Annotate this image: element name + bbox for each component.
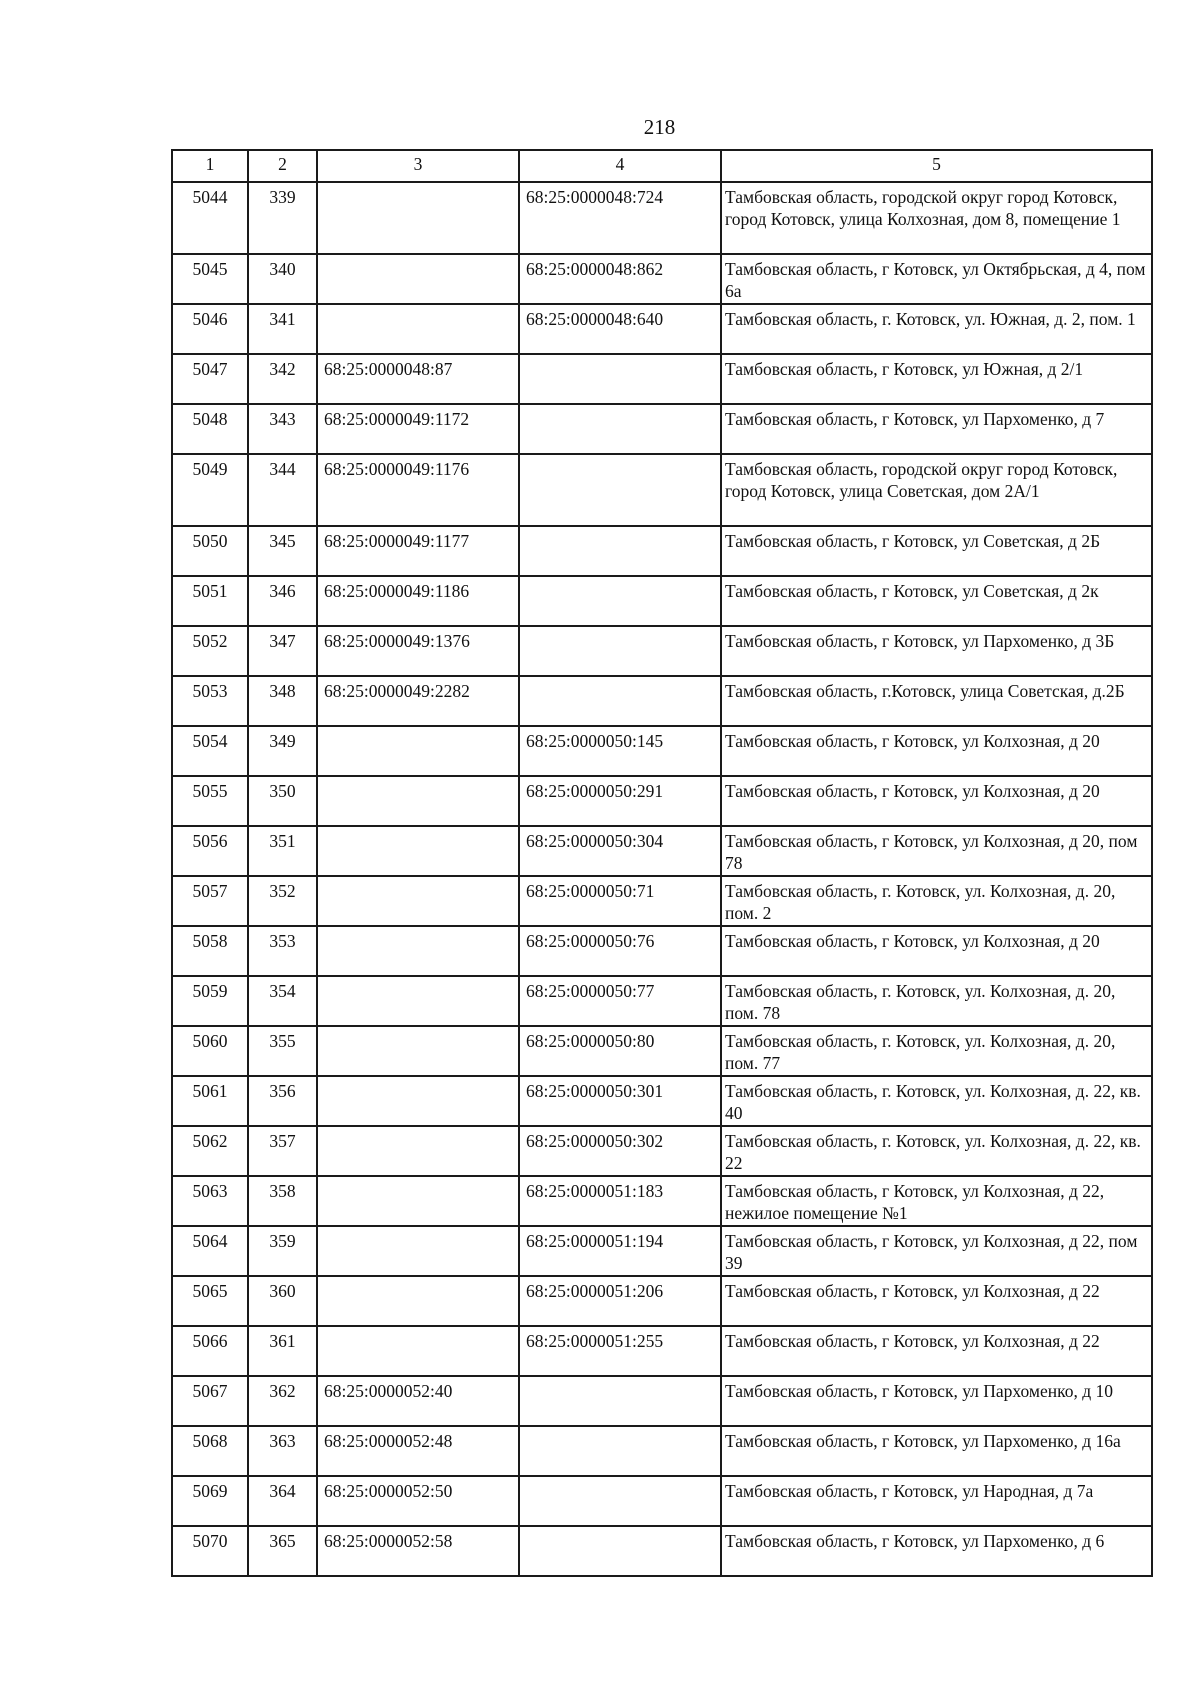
sub-number-cell: 347 [248, 626, 317, 676]
object-cadastral-number-cell: 68:25:0000051:206 [519, 1276, 721, 1326]
address-cell: Тамбовская область, г Котовск, ул Колхозная, д 20 [721, 726, 1152, 776]
address-cell: Тамбовская область, г Котовск, ул Пархоменко, д 16а [721, 1426, 1152, 1476]
object-cadastral-number-cell: 68:25:0000050:291 [519, 776, 721, 826]
land-cadastral-number-cell [317, 926, 519, 976]
land-cadastral-number-cell: 68:25:0000052:50 [317, 1476, 519, 1526]
row-number-cell: 5057 [172, 876, 248, 926]
object-cadastral-number-cell: 68:25:0000048:724 [519, 182, 721, 254]
sub-number-cell: 357 [248, 1126, 317, 1176]
land-cadastral-number-cell [317, 1126, 519, 1176]
row-number-cell: 5065 [172, 1276, 248, 1326]
land-cadastral-number-cell: 68:25:0000052:40 [317, 1376, 519, 1426]
table-row [172, 1176, 1152, 1226]
row-number-cell: 5055 [172, 776, 248, 826]
land-cadastral-number-cell [317, 726, 519, 776]
row-number-cell: 5047 [172, 354, 248, 404]
row-number-cell: 5049 [172, 454, 248, 526]
sub-number-cell: 363 [248, 1426, 317, 1476]
table-row [172, 1026, 1152, 1076]
land-cadastral-number-cell [317, 1226, 519, 1276]
object-cadastral-number-cell: 68:25:0000048:640 [519, 304, 721, 354]
table-row [172, 1126, 1152, 1176]
address-cell: Тамбовская область, г. Котовск, ул. Колхозная, д. 22, кв. 22 [721, 1126, 1152, 1176]
row-number-cell: 5044 [172, 182, 248, 254]
row-number-cell: 5048 [172, 404, 248, 454]
address-cell: Тамбовская область, г Котовск, ул Октябрьская, д 4, пом 6а [721, 254, 1152, 304]
row-number-cell: 5053 [172, 676, 248, 726]
object-cadastral-number-cell [519, 1426, 721, 1476]
sub-number-cell: 350 [248, 776, 317, 826]
object-cadastral-number-cell: 68:25:0000051:194 [519, 1226, 721, 1276]
sub-number-cell: 353 [248, 926, 317, 976]
address-cell: Тамбовская область, г Котовск, ул Южная, д 2/1 [721, 354, 1152, 404]
address-cell: Тамбовская область, г. Котовск, ул. Колхозная, д. 20, пом. 77 [721, 1026, 1152, 1076]
land-cadastral-number-cell [317, 1326, 519, 1376]
sub-number-cell: 362 [248, 1376, 317, 1426]
land-cadastral-number-cell [317, 976, 519, 1026]
sub-number-cell: 351 [248, 826, 317, 876]
row-number-cell: 5059 [172, 976, 248, 1026]
sub-number-cell: 365 [248, 1526, 317, 1576]
row-number-cell: 5063 [172, 1176, 248, 1226]
column-header-4: 4 [519, 150, 721, 182]
column-header-1: 1 [172, 150, 248, 182]
table-body [172, 182, 1152, 1576]
sub-number-cell: 343 [248, 404, 317, 454]
land-cadastral-number-cell: 68:25:0000049:1376 [317, 626, 519, 676]
object-cadastral-number-cell [519, 454, 721, 526]
table-row [172, 1476, 1152, 1526]
row-number-cell: 5069 [172, 1476, 248, 1526]
object-cadastral-number-cell: 68:25:0000050:80 [519, 1026, 721, 1076]
address-cell: Тамбовская область, г Котовск, ул Пархоменко, д 6 [721, 1526, 1152, 1576]
sub-number-cell: 342 [248, 354, 317, 404]
sub-number-cell: 360 [248, 1276, 317, 1326]
sub-number-cell: 340 [248, 254, 317, 304]
sub-number-cell: 355 [248, 1026, 317, 1076]
land-cadastral-number-cell: 68:25:0000052:58 [317, 1526, 519, 1576]
sub-number-cell: 345 [248, 526, 317, 576]
row-number-cell: 5051 [172, 576, 248, 626]
sub-number-cell: 361 [248, 1326, 317, 1376]
address-cell: Тамбовская область, г Котовск, ул Пархоменко, д 10 [721, 1376, 1152, 1426]
object-cadastral-number-cell: 68:25:0000050:76 [519, 926, 721, 976]
address-cell: Тамбовская область, г Котовск, ул Колхозная, д 22 [721, 1276, 1152, 1326]
sub-number-cell: 359 [248, 1226, 317, 1276]
table-row [172, 1076, 1152, 1126]
sub-number-cell: 349 [248, 726, 317, 776]
address-cell: Тамбовская область, г. Котовск, ул. Колхозная, д. 20, пом. 2 [721, 876, 1152, 926]
column-header-3: 3 [317, 150, 519, 182]
row-number-cell: 5064 [172, 1226, 248, 1276]
object-cadastral-number-cell: 68:25:0000050:302 [519, 1126, 721, 1176]
land-cadastral-number-cell: 68:25:0000048:87 [317, 354, 519, 404]
column-header-2: 2 [248, 150, 317, 182]
address-cell: Тамбовская область, городской округ город Котовск, город Котовск, улица Колхозная, дом 8, помещение 1 [721, 182, 1152, 254]
address-cell: Тамбовская область, г Котовск, ул Советская, д 2Б [721, 526, 1152, 576]
land-cadastral-number-cell: 68:25:0000049:1186 [317, 576, 519, 626]
object-cadastral-number-cell: 68:25:0000050:77 [519, 976, 721, 1026]
address-cell: Тамбовская область, г Котовск, ул Колхозная, д 20, пом 78 [721, 826, 1152, 876]
table-row [172, 404, 1152, 454]
row-number-cell: 5068 [172, 1426, 248, 1476]
sub-number-cell: 341 [248, 304, 317, 354]
table-row [172, 976, 1152, 1026]
table-row [172, 526, 1152, 576]
row-number-cell: 5045 [172, 254, 248, 304]
row-number-cell: 5060 [172, 1026, 248, 1076]
table-row [172, 1326, 1152, 1376]
column-header-5: 5 [721, 150, 1152, 182]
object-cadastral-number-cell: 68:25:0000050:304 [519, 826, 721, 876]
row-number-cell: 5050 [172, 526, 248, 576]
land-cadastral-number-cell: 68:25:0000049:2282 [317, 676, 519, 726]
header-row [172, 150, 1152, 182]
land-cadastral-number-cell [317, 876, 519, 926]
sub-number-cell: 339 [248, 182, 317, 254]
table-row [172, 626, 1152, 676]
address-cell: Тамбовская область, г Котовск, ул Пархоменко, д 7 [721, 404, 1152, 454]
land-cadastral-number-cell: 68:25:0000049:1176 [317, 454, 519, 526]
address-cell: Тамбовская область, г Котовск, ул Колхозная, д 20 [721, 926, 1152, 976]
sub-number-cell: 344 [248, 454, 317, 526]
land-cadastral-number-cell [317, 776, 519, 826]
address-cell: Тамбовская область, г.Котовск, улица Советская, д.2Б [721, 676, 1152, 726]
object-cadastral-number-cell: 68:25:0000050:301 [519, 1076, 721, 1126]
object-cadastral-number-cell: 68:25:0000048:862 [519, 254, 721, 304]
table-row [172, 454, 1152, 526]
address-cell: Тамбовская область, г Котовск, ул Колхозная, д 22, нежилое помещение №1 [721, 1176, 1152, 1226]
table-header [172, 150, 1152, 182]
land-cadastral-number-cell [317, 1026, 519, 1076]
object-cadastral-number-cell: 68:25:0000050:71 [519, 876, 721, 926]
land-cadastral-number-cell [317, 826, 519, 876]
address-cell: Тамбовская область, городской округ город Котовск, город Котовск, улица Советская, дом 2А/1 [721, 454, 1152, 526]
sub-number-cell: 356 [248, 1076, 317, 1126]
table-row [172, 726, 1152, 776]
row-number-cell: 5061 [172, 1076, 248, 1126]
page-number: 218 [643, 115, 676, 139]
row-number-cell: 5056 [172, 826, 248, 876]
row-number-cell: 5062 [172, 1126, 248, 1176]
address-cell: Тамбовская область, г Котовск, ул Колхозная, д 20 [721, 776, 1152, 826]
address-cell: Тамбовская область, г Котовск, ул Народная, д 7а [721, 1476, 1152, 1526]
land-cadastral-number-cell [317, 254, 519, 304]
row-number-cell: 5046 [172, 304, 248, 354]
object-cadastral-number-cell [519, 1376, 721, 1426]
table-row [172, 182, 1152, 254]
table-row [172, 676, 1152, 726]
table-row [172, 1276, 1152, 1326]
sub-number-cell: 352 [248, 876, 317, 926]
table-row [172, 1426, 1152, 1476]
table-row [172, 926, 1152, 976]
land-cadastral-number-cell [317, 304, 519, 354]
table-row [172, 1526, 1152, 1576]
land-cadastral-number-cell: 68:25:0000052:48 [317, 1426, 519, 1476]
row-number-cell: 5066 [172, 1326, 248, 1376]
land-cadastral-number-cell [317, 1276, 519, 1326]
address-cell: Тамбовская область, г. Котовск, ул. Южная, д. 2, пом. 1 [721, 304, 1152, 354]
address-cell: Тамбовская область, г Котовск, ул Пархоменко, д 3Б [721, 626, 1152, 676]
row-number-cell: 5070 [172, 1526, 248, 1576]
table-row [172, 776, 1152, 826]
object-cadastral-number-cell [519, 676, 721, 726]
table-row [172, 1226, 1152, 1276]
object-cadastral-number-cell [519, 1476, 721, 1526]
row-number-cell: 5052 [172, 626, 248, 676]
table-row [172, 304, 1152, 354]
row-number-cell: 5067 [172, 1376, 248, 1426]
address-cell: Тамбовская область, г. Котовск, ул. Колхозная, д. 20, пом. 78 [721, 976, 1152, 1026]
table-row [172, 254, 1152, 304]
object-cadastral-number-cell [519, 1526, 721, 1576]
land-cadastral-number-cell: 68:25:0000049:1172 [317, 404, 519, 454]
address-cell: Тамбовская область, г Котовск, ул Советская, д 2к [721, 576, 1152, 626]
table-row [172, 826, 1152, 876]
object-cadastral-number-cell: 68:25:0000051:183 [519, 1176, 721, 1226]
table-row [172, 354, 1152, 404]
address-cell: Тамбовская область, г Котовск, ул Колхозная, д 22, пом 39 [721, 1226, 1152, 1276]
object-cadastral-number-cell [519, 526, 721, 576]
object-cadastral-number-cell: 68:25:0000051:255 [519, 1326, 721, 1376]
land-cadastral-number-cell [317, 182, 519, 254]
table-row [172, 1376, 1152, 1426]
address-cell: Тамбовская область, г Котовск, ул Колхозная, д 22 [721, 1326, 1152, 1376]
sub-number-cell: 348 [248, 676, 317, 726]
object-cadastral-number-cell [519, 404, 721, 454]
table-row [172, 576, 1152, 626]
object-cadastral-number-cell: 68:25:0000050:145 [519, 726, 721, 776]
sub-number-cell: 364 [248, 1476, 317, 1526]
address-cell: Тамбовская область, г. Котовск, ул. Колхозная, д. 22, кв. 40 [721, 1076, 1152, 1126]
object-cadastral-number-cell [519, 576, 721, 626]
sub-number-cell: 358 [248, 1176, 317, 1226]
row-number-cell: 5058 [172, 926, 248, 976]
land-cadastral-number-cell [317, 1176, 519, 1226]
property-register-table [171, 149, 1153, 1577]
land-cadastral-number-cell [317, 1076, 519, 1126]
sub-number-cell: 354 [248, 976, 317, 1026]
row-number-cell: 5054 [172, 726, 248, 776]
land-cadastral-number-cell: 68:25:0000049:1177 [317, 526, 519, 576]
table-row [172, 876, 1152, 926]
sub-number-cell: 346 [248, 576, 317, 626]
object-cadastral-number-cell [519, 626, 721, 676]
object-cadastral-number-cell [519, 354, 721, 404]
